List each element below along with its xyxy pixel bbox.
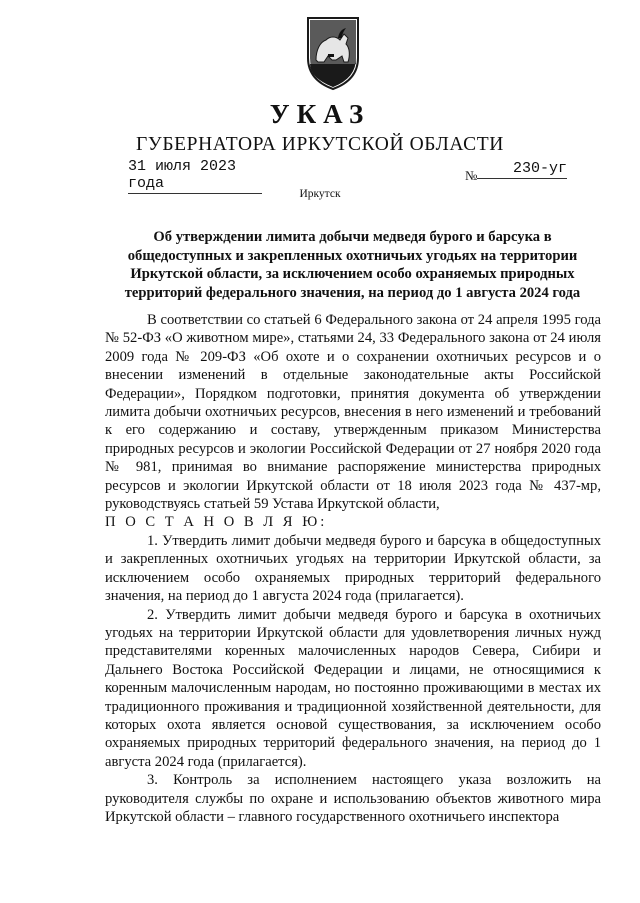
document-number: 230-уг xyxy=(477,160,567,179)
document-subtitle: ГУБЕРНАТОРА ИРКУТСКОЙ ОБЛАСТИ xyxy=(136,134,504,155)
document-title: УКАЗ xyxy=(269,99,371,129)
item-2-paragraph: 2. Утвердить лимит добычи медведя бурого и барсука в охотничьих угодьях на территории Иркутской области для удовлетворения личных нужд представителями коренных малочисленных народов Севера, Сибири и Дальнего Востока Российской Федерации и лицами, не относящимися к коренным малочисленным народам, но постоянно проживающими в местах их традиционного проживания и традиционной хозяйственной деятельности, для которых охота является основой существования, за исключением особо охраняемых природных территорий федерального значения, на период до 1 августа 2024 года (прилагается). xyxy=(105,606,601,770)
document-city: Иркутск xyxy=(299,188,341,200)
coat-of-arms-emblem-icon xyxy=(302,14,364,92)
document-date: 31 июля 2023 года xyxy=(128,158,262,194)
decree-word: П О С Т А Н О В Л Я Ю: xyxy=(105,514,328,531)
document-body xyxy=(105,311,601,826)
item-3-paragraph: 3. Контроль за исполнением настоящего указа возложить на руководителя службы по охране и использованию объектов животного мира Иркутской области – главного государственного охотничьего инспектора xyxy=(105,772,601,825)
preamble-paragraph: В соответствии со статьей 6 Федерального закона от 24 апреля 1995 года № 52-ФЗ «О животном мире», статьями 24, 33 Федерального закона от 24 июля 2009 года № 209-ФЗ «Об охоте и о сохранении охотничьих ресурсов и о внесении изменений в отдельные законодательные акты Российской Федерации», Порядком подготовки, принятия документа об утверждении лимита добычи охотничьих ресурсов, внесения в него изменений и требований к его содержанию и составу, утвержденным приказом Министерства природных ресурсов и экологии Российской Федерации от 27 ноября 2020 года № 981, принимая во внимание распоряжение министерства природных ресурсов и экологии Иркутской области от 18 июля 2023 года № 437-мр, руководствуясь статьей 59 Устава Иркутской области, xyxy=(105,312,601,513)
number-label: № xyxy=(465,168,478,183)
item-1-paragraph: 1. Утвердить лимит добычи медведя бурого и барсука в общедоступных и закрепленных охотничьих угодьях на территории Иркутской области, за исключением особо охраняемых природных территорий федерального значения, на период до 1 августа 2024 года (прилагается). xyxy=(105,532,601,605)
document-heading: Об утверждении лимита добычи медведя бурого и барсука в общедоступных и закрепленных охотничьих угодьях на территории Иркутской области, за исключением особо охраняемых природных территорий федерального значения, на период до 1 августа 2024 года xyxy=(124,229,581,301)
